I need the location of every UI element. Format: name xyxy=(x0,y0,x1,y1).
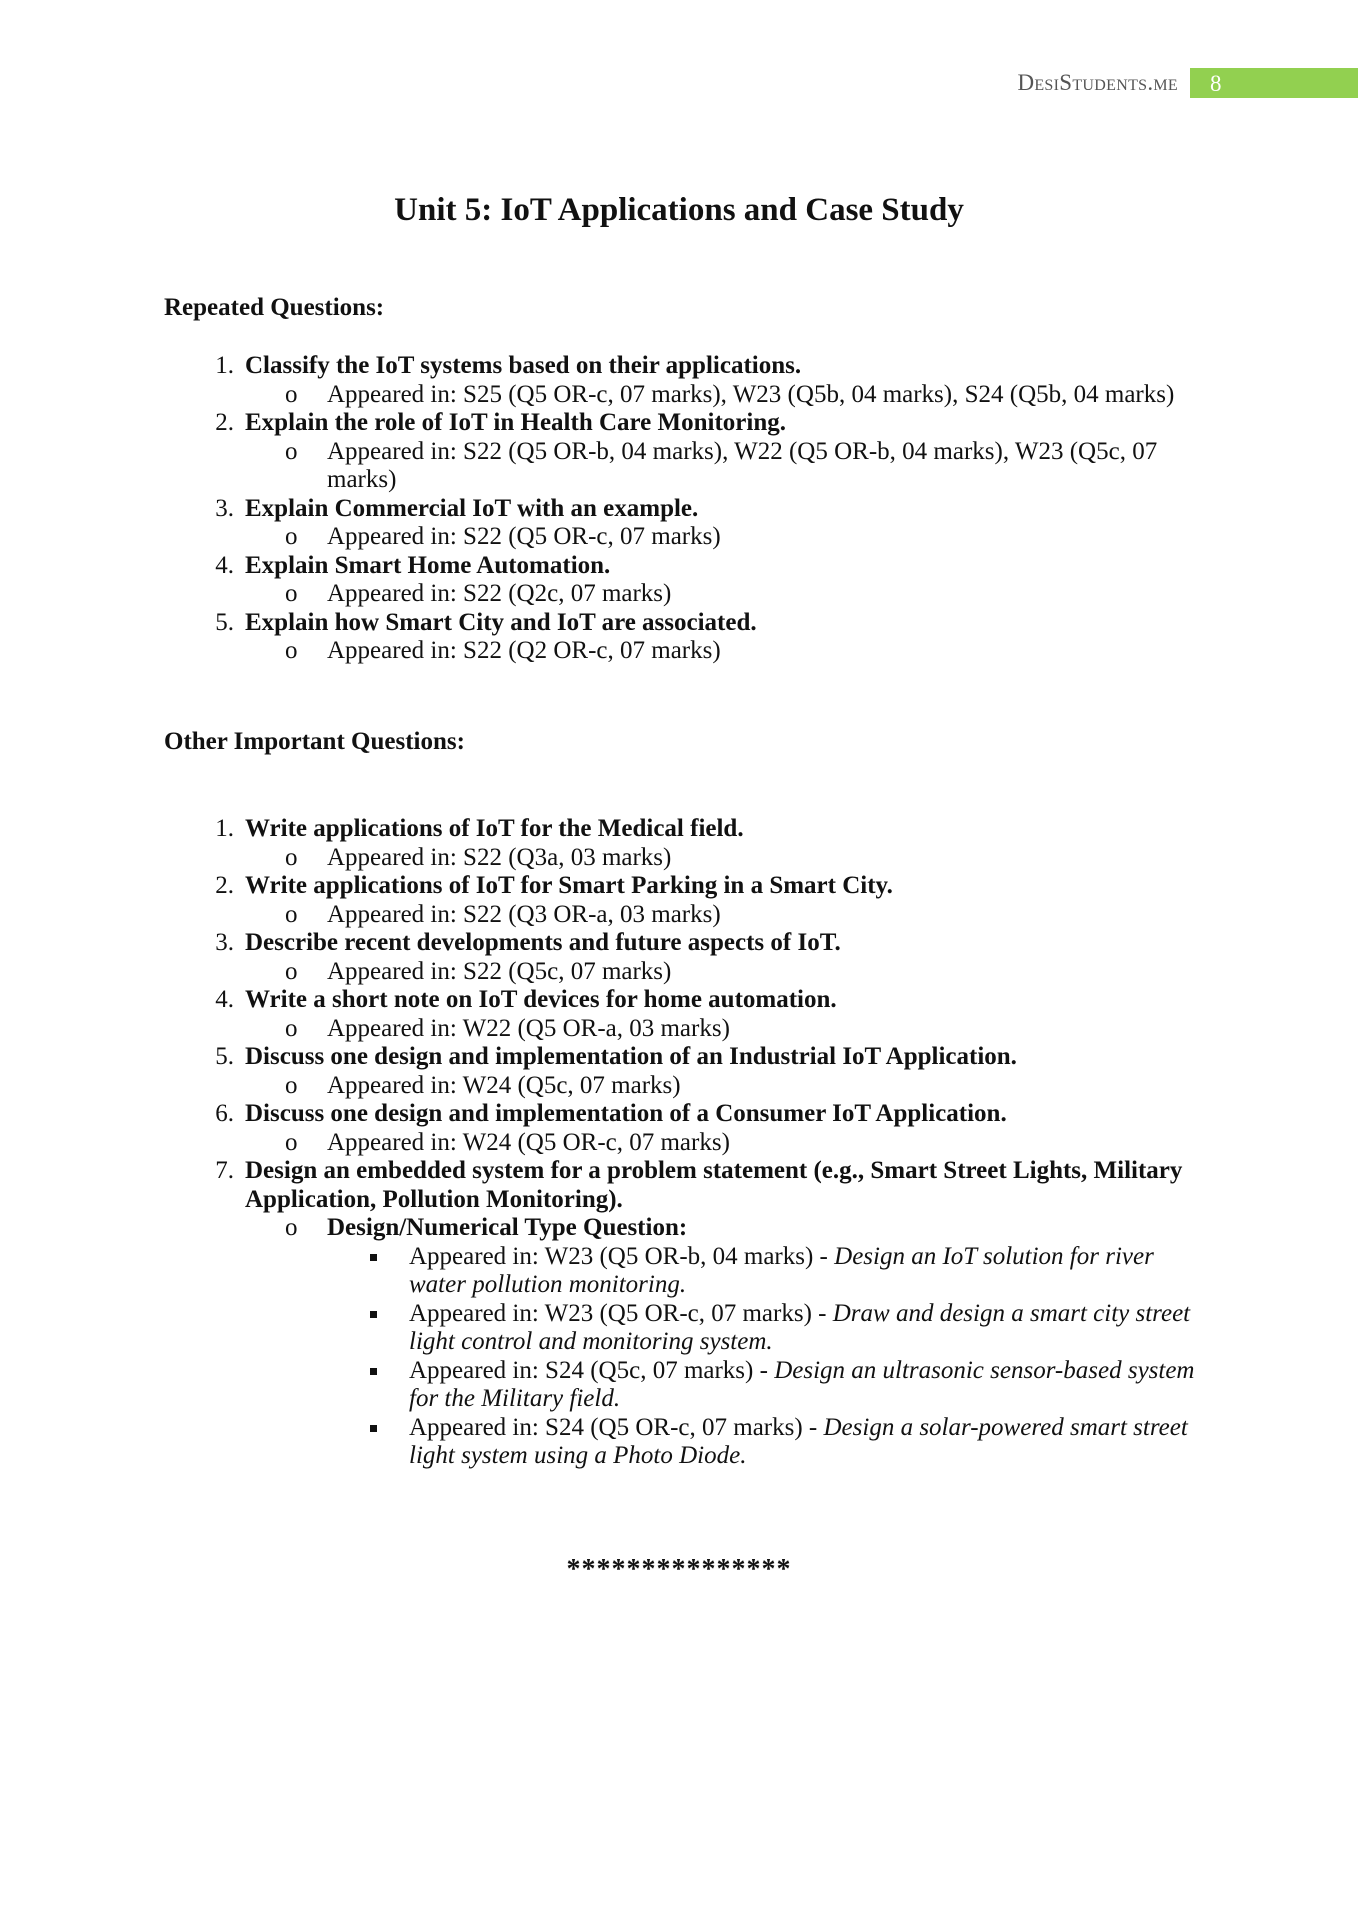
square-bullet-icon xyxy=(370,1254,377,1261)
square-bullet-icon xyxy=(370,1425,377,1432)
page-number: 8 xyxy=(1210,71,1222,96)
appearance-item xyxy=(164,1072,1204,1101)
list-item xyxy=(164,552,1204,581)
appearance-text: Appeared in: W22 (Q5 OR-a, 03 marks) xyxy=(327,1014,730,1042)
appearance-text: Appeared in: S24 (Q5c, 07 marks) - xyxy=(409,1356,775,1384)
appearance-text: Appeared in: W23 (Q5 OR-c, 07 marks) - xyxy=(409,1299,833,1327)
square-bullet-icon xyxy=(370,1311,377,1318)
appearance-item xyxy=(164,523,1204,552)
design-entry xyxy=(164,1243,1204,1300)
site-name: DesiStudents.me xyxy=(1017,70,1178,95)
circle-bullet-icon: o xyxy=(285,437,298,465)
question-text: Write a short note on IoT devices for home automation. xyxy=(245,986,837,1013)
list-item xyxy=(164,815,1204,844)
appearance-text: Appeared in: S22 (Q2 OR-c, 07 marks) xyxy=(327,637,721,664)
appearance-item xyxy=(164,637,1204,666)
question-text: Discuss one design and implementation of an Industrial IoT Application. xyxy=(245,1043,1017,1070)
appearance-text: Appeared in: S22 (Q5c, 07 marks) xyxy=(327,957,672,985)
appearance-item xyxy=(164,1129,1204,1158)
appearance-text: Appeared in: S22 (Q3a, 03 marks) xyxy=(327,843,672,871)
list-item xyxy=(164,872,1204,901)
question-text: Write applications of IoT for Smart Parking in a Smart City. xyxy=(245,872,893,899)
repeated-questions-heading: Repeated Questions: xyxy=(164,294,385,321)
question-number: 3. xyxy=(215,929,234,956)
design-description: Design an IoT solution for river water pollution monitoring. xyxy=(409,1242,1154,1298)
page-number-box xyxy=(1190,68,1358,98)
question-text: Classify the IoT systems based on their applications. xyxy=(245,352,802,379)
list-item xyxy=(164,352,1204,381)
design-entry xyxy=(164,1414,1204,1471)
appearance-item xyxy=(164,844,1204,873)
other-questions-list xyxy=(164,815,1204,1471)
page-title: Unit 5: IoT Applications and Case Study xyxy=(394,192,964,228)
appearance-item xyxy=(164,1015,1204,1044)
circle-bullet-icon: o xyxy=(285,380,298,408)
appearance-item xyxy=(164,958,1204,987)
circle-bullet-icon: o xyxy=(285,1128,298,1156)
appearance-item xyxy=(164,438,1204,495)
question-number: 4. xyxy=(215,551,234,579)
design-entry xyxy=(164,1357,1204,1414)
list-item xyxy=(164,495,1204,524)
question-text: Explain Commercial IoT with an example. xyxy=(245,494,699,522)
appearance-text: Appeared in: S24 (Q5 OR-c, 07 marks) - xyxy=(409,1413,824,1441)
appearance-text: Appeared in: S22 (Q3 OR-a, 03 marks) xyxy=(327,900,721,928)
list-item xyxy=(164,609,1204,638)
question-number: 1. xyxy=(215,815,234,842)
list-item xyxy=(164,1157,1204,1214)
question-number: 7. xyxy=(215,1157,234,1184)
appearance-text: Appeared in: S25 (Q5 OR-c, 07 marks), W23 (Q5b, 04 marks), S24 (Q5b, 04 marks) xyxy=(327,380,1175,408)
end-separator: *************** xyxy=(566,1554,792,1585)
appearance-text: Appeared in: S22 (Q2c, 07 marks) xyxy=(327,580,672,607)
appearance-item xyxy=(164,580,1204,609)
circle-bullet-icon: o xyxy=(285,637,298,664)
question-text: Discuss one design and implementation of a Consumer IoT Application. xyxy=(245,1100,1007,1127)
circle-bullet-icon: o xyxy=(285,900,298,928)
question-text: Explain Smart Home Automation. xyxy=(245,551,611,579)
question-number: 6. xyxy=(215,1100,234,1127)
design-question-heading xyxy=(164,1214,1204,1243)
question-number: 5. xyxy=(215,1043,234,1070)
question-number: 4. xyxy=(215,986,234,1013)
question-text: Write applications of IoT for the Medical field. xyxy=(245,815,744,842)
appearance-item xyxy=(164,901,1204,930)
question-number: 1. xyxy=(215,352,234,379)
question-text: Explain how Smart City and IoT are associated. xyxy=(245,608,757,636)
repeated-questions-list xyxy=(164,352,1204,666)
list-item xyxy=(164,986,1204,1015)
design-description: Draw and design a smart city street light control and monitoring system. xyxy=(409,1299,1191,1355)
design-question-label: Design/Numerical Type Question: xyxy=(327,1214,688,1241)
question-number: 2. xyxy=(215,872,234,899)
square-bullet-icon xyxy=(370,1368,377,1375)
other-questions-heading: Other Important Questions: xyxy=(164,728,465,755)
question-number: 2. xyxy=(215,409,234,436)
question-text: Explain the role of IoT in Health Care Monitoring. xyxy=(245,409,786,436)
list-item xyxy=(164,409,1204,438)
design-entry xyxy=(164,1300,1204,1357)
list-item xyxy=(164,1043,1204,1072)
circle-bullet-icon: o xyxy=(285,1214,298,1241)
circle-bullet-icon: o xyxy=(285,523,298,550)
circle-bullet-icon: o xyxy=(285,580,298,607)
circle-bullet-icon: o xyxy=(285,957,298,985)
appearance-text: Appeared in: W24 (Q5c, 07 marks) xyxy=(327,1071,681,1099)
list-item xyxy=(164,1100,1204,1129)
question-number: 5. xyxy=(215,608,234,636)
appearance-text: Appeared in: W23 (Q5 OR-b, 04 marks) - xyxy=(409,1242,835,1270)
appearance-text: Appeared in: S22 (Q5 OR-b, 04 marks), W22 (Q5 OR-b, 04 marks), W23 (Q5c, 07 marks) xyxy=(327,437,1158,493)
appearance-text: Appeared in: S22 (Q5 OR-c, 07 marks) xyxy=(327,523,721,550)
question-number: 3. xyxy=(215,494,234,522)
design-description: Design an ultrasonic sensor-based system for the Military field. xyxy=(409,1356,1195,1412)
question-text: Design an embedded system for a problem statement (e.g., Smart Street Lights, Military Application, Pollution Monitoring). xyxy=(245,1157,1183,1213)
question-text: Describe recent developments and future aspects of IoT. xyxy=(245,929,841,956)
circle-bullet-icon: o xyxy=(285,1014,298,1042)
appearance-text: Appeared in: W24 (Q5 OR-c, 07 marks) xyxy=(327,1128,730,1156)
page-header xyxy=(0,68,1358,98)
design-description: Design a solar-powered smart street light system using a Photo Diode. xyxy=(409,1413,1188,1469)
appearance-item xyxy=(164,381,1204,410)
circle-bullet-icon: o xyxy=(285,1071,298,1099)
list-item xyxy=(164,929,1204,958)
circle-bullet-icon: o xyxy=(285,843,298,871)
